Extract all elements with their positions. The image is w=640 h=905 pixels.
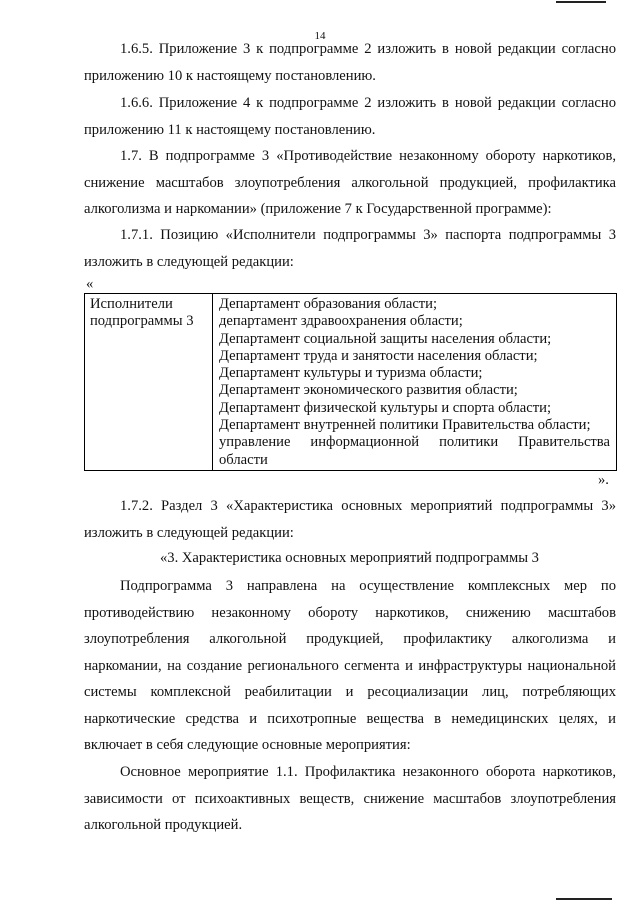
executor-item: департамент здравоохранения области; — [219, 313, 463, 330]
executor-item: Департамент экономического развития области; — [219, 382, 518, 399]
corner-mark-top — [556, 1, 606, 3]
executors-table — [84, 293, 617, 471]
paragraph-1-6-5: 1.6.5. Приложение 3 к подпрограмме 2 изложить в новой редакции согласно приложению 10 к настоящему постановлению. — [84, 41, 616, 84]
executor-item: Департамент внутренней политики Правительства области; — [219, 417, 591, 434]
executor-item: Департамент образования области; — [219, 296, 438, 312]
executor-item: управление информационной политики Правительства области — [219, 434, 610, 468]
paragraph-1-7-2: 1.7.2. Раздел 3 «Характеристика основных мероприятий подпрограммы 3» изложить в следующей редакции: — [84, 498, 616, 541]
body-paragraph-1: Подпрограмма 3 направлена на осуществление комплексных мер по противодействию незаконному обороту наркотиков, снижению масштабов злоупотребления алкогольной продукцией, профилактику алкоголизма и наркомании, на создание регионального сегмента и инфраструктуры национальной системы комплексной реабилитации и ресоциализации лиц, потребляющих наркотические средства и психотропные вещества в немедицинских целях, и включает в себя следующие основные мероприятия: — [84, 578, 616, 753]
open-quote: « — [86, 276, 94, 292]
section-title: «3. Характеристика основных мероприятий подпрограммы 3 — [160, 550, 539, 566]
paragraph-1-7-1: 1.7.1. Позицию «Исполнители подпрограммы 3» паспорта подпрограммы 3 изложить в следующей редакции: — [84, 227, 616, 270]
body-paragraph-2: Основное мероприятие 1.1. Профилактика незаконного оборота наркотиков, зависимости от психоактивных веществ, снижение масштабов злоупотребления алкогольной продукцией. — [84, 764, 616, 833]
paragraph-1-7: 1.7. В подпрограмме 3 «Противодействие незаконному обороту наркотиков, снижение масштабов злоупотребления алкогольной продукцией, профилактика алкоголизма и наркомании» (приложение 7 к Государственной программе): — [84, 148, 616, 217]
executor-item: Департамент культуры и туризма области; — [219, 365, 483, 382]
corner-mark-bottom — [556, 898, 612, 900]
executors-list-cell — [213, 294, 616, 470]
executor-item: Департамент физической культуры и спорта области; — [219, 399, 552, 416]
page-number: 14 — [314, 30, 326, 42]
executors-label-cell: Исполнители подпрограммы 3 — [85, 294, 213, 470]
executor-item: Департамент труда и занятости населения области; — [219, 347, 538, 364]
executor-item: Департамент социальной защиты населения области; — [219, 330, 552, 347]
paragraph-1-6-6: 1.6.6. Приложение 4 к подпрограмме 2 изложить в новой редакции согласно приложению 11 к настоящему постановлению. — [84, 95, 616, 138]
close-quote: ». — [598, 472, 609, 488]
